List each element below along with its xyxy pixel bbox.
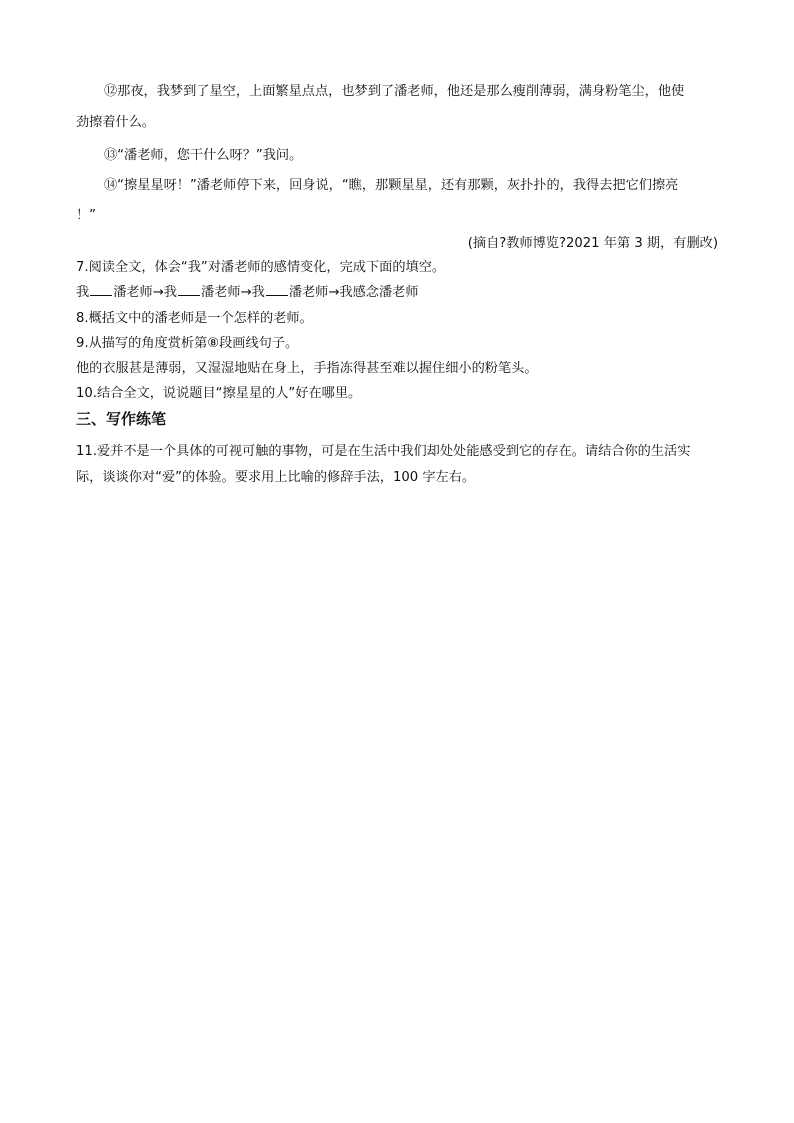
question-9-sentence: 他的衣服甚是薄弱，又湿湿地贴在身上，手指冻得甚至难以握住细小的粉笔头。 [76,361,538,376]
question-9: 9.从描写的角度赏析第⑧段画线句子。 [76,336,299,351]
question-7-fill [76,283,718,303]
section-3-title: 三、写作练笔 [76,410,167,428]
question-11-line-1: 11.爱并不是一个具体的可视可触的事物，可是在生活中我们却处处能感受到它的存在。请结合你的生活实 [76,444,691,459]
fill-blank-2[interactable] [178,283,200,296]
question-7: 7.阅读全文，体会“我”对潘老师的感情变化，完成下面的填空。 [76,260,446,275]
fill-blank-3[interactable] [266,283,288,296]
paragraph-12-line-2: 劲擦着什么。 [76,115,156,130]
fill-text-4: 潘老师→我感念潘老师 [288,285,419,300]
question-10: 10.结合全文，说说题目“擦星星的人”好在哪里。 [76,386,362,401]
fill-blank-1[interactable] [90,283,112,296]
fill-text-3: 潘老师→我 [201,285,265,300]
paragraph-13: ⑬“潘老师，您干什么呀？”我问。 [104,148,303,163]
fill-text-1: 我 [76,285,90,300]
source-citation: (摘自?教师博览?2021 年第 3 期，有删改) [467,236,718,251]
paragraph-14-line-2: ！” [76,208,97,223]
paragraph-14-line-1: ⑭“擦星星呀！”潘老师停下来，回身说，“瞧，那颗星星，还有那颗，灰扑扑的，我得去把它们擦亮 [104,178,679,193]
question-8: 8.概括文中的潘老师是一个怎样的老师。 [76,311,313,326]
paragraph-12-line-1: ⑫那夜，我梦到了星空，上面繁星点点，也梦到了潘老师，他还是那么瘦削薄弱，满身粉笔尘，他使 [104,84,685,99]
question-11-line-2: 际，谈谈你对“爱”的体验。要求用上比喻的修辞手法，100 字左右。 [76,470,476,485]
fill-text-2: 潘老师→我 [113,285,177,300]
